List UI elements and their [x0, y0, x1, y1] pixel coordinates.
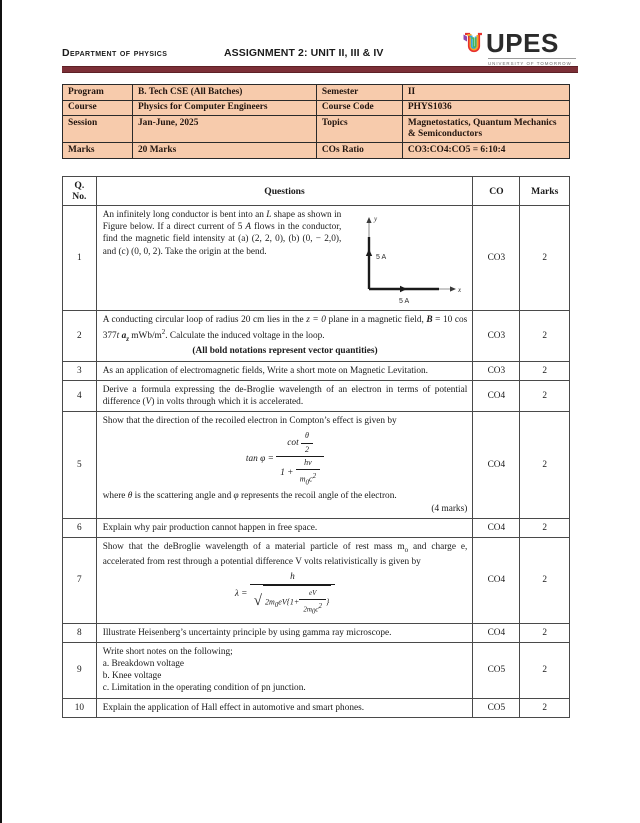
q2-field-units-exponent: 2 — [161, 328, 166, 337]
info-value-course: Physics for Computer Engineers — [132, 100, 316, 116]
formula-5-m-sub: 0 — [305, 478, 310, 487]
info-value-cos-ratio: CO3:CO4:CO5 = 6:10:4 — [402, 143, 569, 159]
question-co: CO4 — [473, 380, 520, 411]
q2-text-c: . Calculate the induced voltage in the loop. — [165, 331, 325, 342]
info-label-course: Course — [63, 100, 133, 116]
q2-time-variable: t — [116, 331, 120, 342]
info-label-marks: Marks — [63, 143, 133, 159]
info-value-session: Jan-June, 2025 — [132, 116, 316, 143]
q1-text-a: An infinitely long conductor is bent into an — [102, 210, 267, 220]
q2-text-b: plane in a magnetic field, — [325, 315, 427, 325]
question-number: 8 — [63, 623, 97, 642]
question-marks: 2 — [520, 642, 570, 698]
question-co: CO3 — [473, 206, 520, 311]
question-number: 7 — [63, 538, 97, 624]
q4-text-b: ) in volts through which it is accelerated. — [151, 396, 304, 407]
formula-7-inner-den — [299, 599, 326, 618]
questions-table-header-row — [63, 177, 570, 206]
q2-plane-condition: z = 0 — [306, 315, 326, 325]
header-marks: Marks — [520, 177, 570, 206]
question-body: Illustrate Heisenberg’s uncertainty principle by using gamma ray microscope. — [96, 623, 473, 642]
formula-7-inner-2m-sub: 0 — [311, 607, 316, 616]
debroglie-relativistic-formula — [103, 571, 468, 617]
question-co: CO4 — [473, 412, 520, 519]
question-co: CO5 — [473, 698, 520, 717]
q2-field-units: mWb/m — [128, 331, 162, 342]
formula-5-theta-over-two — [301, 430, 313, 455]
formula-5-two: 2 — [301, 443, 313, 456]
question-number: 4 — [63, 380, 97, 411]
formula-7-inner-c-exp: 2 — [318, 601, 322, 610]
question-marks: 2 — [520, 623, 570, 642]
upes-logo-mark-icon — [462, 32, 486, 56]
table-row — [63, 206, 570, 311]
info-label-topics: Topics — [316, 116, 402, 143]
question-body — [96, 380, 473, 411]
table-row — [63, 380, 570, 411]
table-row — [63, 698, 570, 717]
formula-7-numerator: h — [290, 572, 295, 583]
q5-theta-symbol: θ — [127, 491, 133, 502]
table-row — [63, 361, 570, 380]
table-row — [63, 642, 570, 698]
formula-7-2m: 2m — [265, 596, 275, 606]
question-body — [96, 412, 473, 519]
question-body: Explain the application of Hall effect in automotive and smart phones. — [96, 698, 473, 717]
header-divider-rule — [62, 66, 578, 73]
assignment-title: ASSIGNMENT 2: UNIT II, III & IV — [224, 47, 384, 59]
formula-7-lambda: λ = — [234, 589, 248, 600]
compton-recoil-formula — [103, 430, 468, 488]
question-9-list — [103, 658, 468, 695]
q4-text-a: Derive a formula expressing the de-Broglie wavelength of an electron in terms of potential difference ( — [102, 384, 468, 407]
info-label-program: Program — [63, 85, 133, 101]
logo-wordmark: UPES — [486, 28, 559, 58]
logo-tagline: UNIVERSITY OF TOMORROW — [488, 58, 576, 66]
q7-text-b: and charge e, accelerated from rest through a potential difference V volts relativistically is given by — [102, 542, 468, 568]
question-1-text — [103, 209, 342, 307]
q2-field-equation: = 10 cos 377 — [102, 315, 468, 342]
formula-5-c: c — [309, 474, 313, 484]
info-label-semester: Semester — [316, 85, 402, 101]
question-co: CO4 — [473, 623, 520, 642]
formula-5-m: m — [299, 474, 306, 484]
table-row — [63, 623, 570, 642]
q5-phi-symbol: φ — [233, 491, 239, 502]
question-marks: 2 — [520, 412, 570, 519]
formula-7-inner-num: eV — [308, 588, 317, 597]
question-marks: 2 — [520, 361, 570, 380]
q1-shape-letter: L — [266, 210, 272, 220]
list-item: c. Limitation in the operating condition of pn junction. — [102, 683, 306, 694]
question-co: CO3 — [473, 361, 520, 380]
formula-7-fraction — [250, 571, 335, 617]
q5-outro-a: where — [102, 491, 128, 502]
formula-5-theta: θ — [305, 431, 309, 441]
info-value-marks: 20 Marks — [132, 143, 316, 159]
q1-text-c: flows in the conductor, find the magnetic field intensity at (a) — [102, 222, 342, 245]
formula-5-hv: hv — [304, 457, 312, 467]
table-row — [63, 412, 570, 519]
formula-5-lhs: tan φ = — [245, 454, 274, 465]
q1-coordinates: (2, 2, 0), (b) (0, − 2,0), and (c) (0, 0, 2). — [102, 234, 342, 257]
header-co: CO — [473, 177, 520, 206]
info-row-course — [63, 100, 570, 116]
question-7-text — [103, 541, 468, 568]
q7-restmass-sub: o — [404, 545, 409, 554]
question-number: 1 — [63, 206, 97, 311]
question-marks: 2 — [520, 311, 570, 362]
question-marks: 2 — [520, 518, 570, 537]
sqrt-icon: √ — [253, 592, 262, 609]
info-label-session: Session — [63, 116, 133, 143]
question-body — [96, 311, 473, 362]
header-question-no-line1: Q. — [74, 180, 85, 191]
question-number: 10 — [63, 698, 97, 717]
upes-logo — [460, 30, 578, 68]
header-question-no-line2: No. — [72, 191, 87, 202]
info-value-topics: Magnetostatics, Quantum Mechanics & Semiconductors — [402, 116, 569, 143]
formula-7-eV: eV — [278, 596, 287, 606]
question-5-intro: Show that the direction of the recoiled electron in Compton’s effect is given by — [102, 416, 397, 427]
formula-7-denominator — [250, 584, 335, 618]
q5-outro-c: represents the recoil angle of the electron. — [238, 491, 397, 502]
formula-5-numerator — [276, 430, 324, 455]
question-co: CO3 — [473, 311, 520, 362]
question-co: CO5 — [473, 642, 520, 698]
q5-outro-b: is the scattering angle and — [132, 491, 234, 502]
q4-voltage-symbol: V — [145, 396, 152, 407]
info-value-program: B. Tech CSE (All Batches) — [132, 85, 316, 101]
question-body — [96, 642, 473, 698]
info-value-semester: II — [402, 85, 569, 101]
formula-5-one-plus: 1 + — [280, 467, 294, 478]
q7-text-a: Show that the deBroglie wavelength of a material particle of rest mass m — [102, 542, 405, 553]
table-row — [63, 538, 570, 624]
formula-7-brace-close: } — [326, 596, 330, 606]
info-row-program — [63, 85, 570, 101]
question-co: CO4 — [473, 518, 520, 537]
svg-text:x: x — [458, 286, 462, 294]
question-2-note: (All bold notations represent vector quantities) — [192, 346, 378, 357]
formula-5-hv-over-mc2 — [296, 457, 320, 489]
question-body — [96, 538, 473, 624]
formula-5-c-exp: 2 — [312, 471, 317, 480]
question-co: CO4 — [473, 538, 520, 624]
question-body: Explain why pair production cannot happen in free space. — [96, 518, 473, 537]
formula-7-inner-fraction — [299, 587, 326, 618]
formula-5-m0c2 — [296, 469, 320, 488]
formula-5-fraction — [276, 430, 324, 488]
list-item: a. Breakdown voltage — [102, 659, 185, 670]
question-number: 9 — [63, 642, 97, 698]
question-number: 3 — [63, 361, 97, 380]
course-info-table — [62, 84, 570, 159]
question-marks: 2 — [520, 206, 570, 311]
table-row — [63, 311, 570, 362]
q2-field-symbol: B — [426, 315, 433, 325]
svg-text:5 A: 5 A — [376, 254, 387, 261]
q2-text-a: A conducting circular loop of radius 20 cm lies in the — [102, 315, 307, 325]
list-item: b. Knee voltage — [102, 671, 162, 682]
header-question-no — [63, 177, 97, 206]
q2-unit-vector: a — [121, 331, 127, 342]
question-body: As an application of electromagnetic fields, Write a short mote on Magnetic Levitation. — [96, 361, 473, 380]
question-number: 5 — [63, 412, 97, 519]
l-shaped-conductor-figure — [347, 211, 467, 307]
q1-text-b: shape as shown in Figure below. If a direct current of 5 — [102, 210, 342, 233]
question-2-text — [103, 314, 468, 345]
info-value-course-code: PHYS1036 — [402, 100, 569, 116]
question-marks: 2 — [520, 380, 570, 411]
formula-7-radicand — [263, 585, 331, 618]
question-number: 6 — [63, 518, 97, 537]
info-row-session — [63, 116, 570, 143]
page-left-edge-rule — [0, 0, 2, 823]
question-number: 2 — [63, 311, 97, 362]
header-questions: Questions — [96, 177, 473, 206]
question-5-marks-note: (4 marks) — [431, 503, 468, 514]
formula-7-inner-2m: 2m — [303, 605, 312, 614]
formula-7-inner-c: c — [315, 605, 319, 614]
formula-7-2m-sub: 0 — [274, 600, 279, 609]
info-label-cos-ratio: COs Ratio — [316, 143, 402, 159]
question-9-intro: Write short notes on the following; — [102, 646, 233, 657]
formula-5-denominator — [276, 456, 324, 489]
question-5-outro — [103, 490, 468, 502]
q2-unit-vector-sub: z — [126, 335, 129, 344]
l-conductor-diagram-icon — [347, 211, 467, 307]
table-row — [63, 518, 570, 537]
info-row-marks — [63, 143, 570, 159]
q1-ampere-unit: A — [245, 222, 252, 233]
info-label-course-code: Course Code — [316, 100, 402, 116]
svg-text:5 A: 5 A — [399, 298, 410, 305]
svg-text:y: y — [374, 215, 378, 223]
department-title: Department of physics — [62, 47, 168, 59]
question-marks: 2 — [520, 538, 570, 624]
question-body — [96, 206, 473, 311]
q1-text-d: Take the origin at the bend. — [162, 246, 267, 257]
formula-7-one-plus: 1+ — [289, 596, 300, 606]
formula-5-cot: cot — [287, 438, 299, 449]
question-4-text — [103, 384, 468, 408]
question-marks: 2 — [520, 698, 570, 717]
questions-table — [62, 176, 570, 718]
formula-7-brace-open: { — [286, 596, 290, 606]
